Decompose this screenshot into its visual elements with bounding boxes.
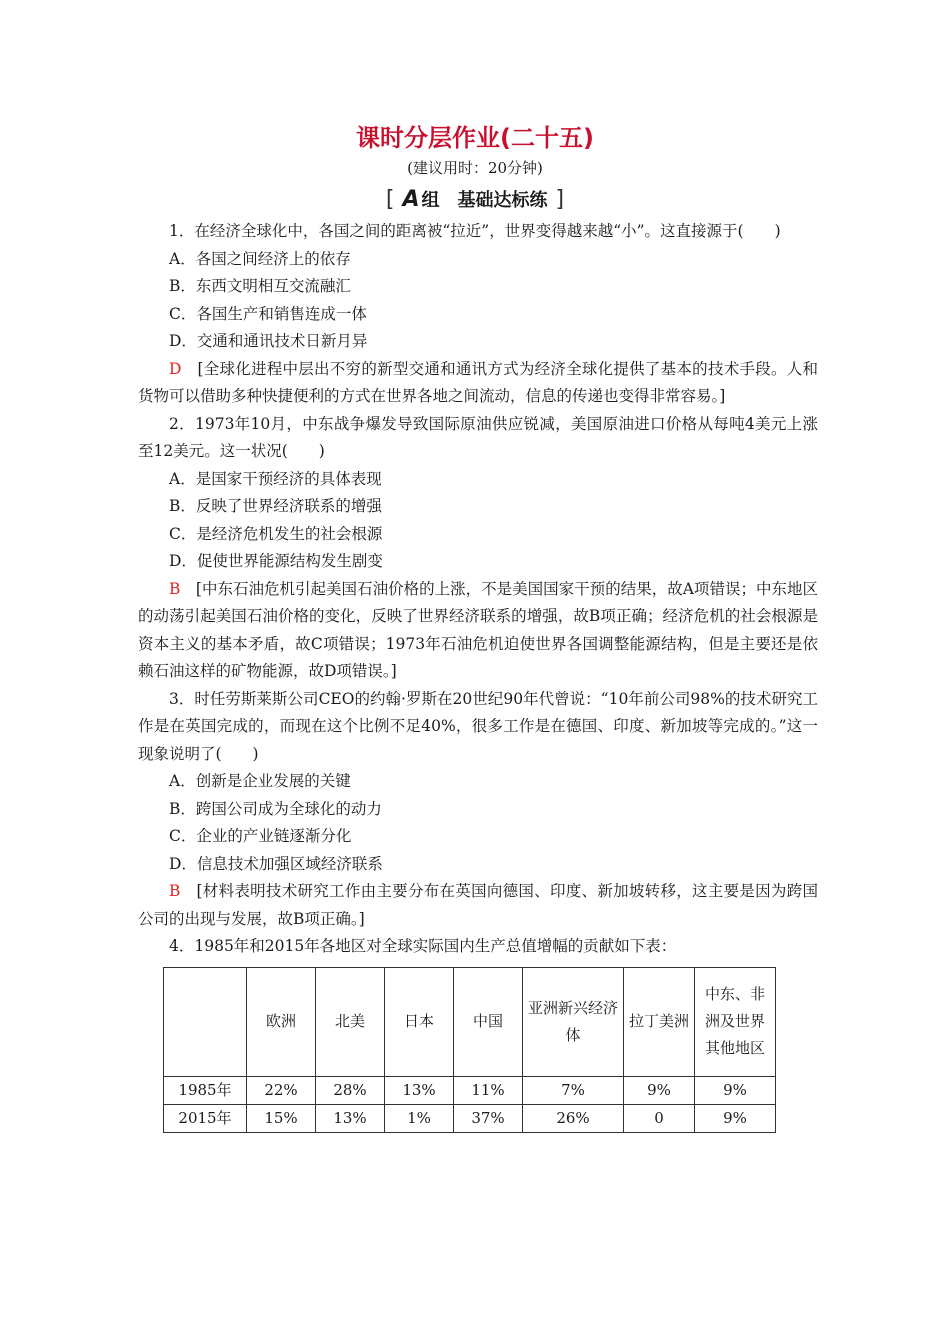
table-cell: 1985年 bbox=[164, 1076, 247, 1104]
question-1-option-a: A．各国之间经济上的依存 bbox=[169, 249, 351, 268]
question-2-option-a: A．是国家干预经济的具体表现 bbox=[169, 469, 382, 488]
group-label: 组 基础达标练 bbox=[421, 190, 548, 211]
question-3-option-b: B．跨国公司成为全球化的动力 bbox=[169, 799, 382, 818]
question-1-answer bbox=[138, 356, 818, 411]
question-3-stem: 3．时任劳斯莱斯公司CEO的约翰·罗斯在20世纪90年代曾说：“10年前公司98%的技术研究工作是在英国完成的，而现在这个比例不足40%，很多工作是在德国、印度、新加坡等完成的。”这一现象说明了( ) bbox=[138, 689, 818, 763]
table-row bbox=[164, 1104, 776, 1132]
question-1-answer-letter: D bbox=[169, 359, 182, 378]
table-cell: 22% bbox=[247, 1076, 316, 1104]
question-3-option-a: A．创新是企业发展的关键 bbox=[169, 772, 351, 790]
question-2-option-b: B．反映了世界经济联系的增强 bbox=[169, 497, 382, 515]
table-header-cell: 亚洲新兴经济体 bbox=[523, 967, 624, 1076]
table-header-cell bbox=[164, 967, 247, 1076]
question-1-option-b: B．东西文明相互交流融汇 bbox=[169, 277, 351, 295]
table-cell: 26% bbox=[523, 1104, 624, 1132]
table-cell: 2015年 bbox=[164, 1104, 247, 1132]
bracket-left: [ bbox=[385, 187, 395, 212]
table-header-cell: 中东、非洲及世界其他地区 bbox=[695, 967, 776, 1076]
table-header-cell: 北美 bbox=[316, 967, 385, 1076]
table-cell: 11% bbox=[454, 1076, 523, 1104]
table-cell: 9% bbox=[624, 1076, 695, 1104]
question-4-stem: 4．1985年和2015年各地区对全球实际国内生产总值增幅的贡献如下表： bbox=[169, 937, 677, 955]
question-1-option-c: C．各国生产和销售连成一体 bbox=[169, 304, 367, 323]
table-cell: 7% bbox=[523, 1076, 624, 1104]
table-header-cell: 拉丁美洲 bbox=[624, 967, 695, 1076]
table-cell: 1% bbox=[385, 1104, 454, 1132]
table-header-cell: 中国 bbox=[454, 967, 523, 1076]
bracket-right: ] bbox=[555, 187, 565, 212]
table-header-cell: 欧洲 bbox=[247, 967, 316, 1076]
question-2-option-d: D．促使世界能源结构发生剧变 bbox=[169, 552, 383, 570]
question-1-option-d: D．交通和通讯技术日新月异 bbox=[169, 332, 368, 350]
table-cell: 9% bbox=[695, 1076, 776, 1104]
question-1-analysis: [全球化进程中层出不穷的新型交通和通讯方式为经济全球化提供了基本的技术手段。人和货物可以借助多种快捷便利的方式在世界各地之间流动，信息的传递也变得非常容易。] bbox=[138, 359, 818, 405]
question-2-analysis: [中东石油危机引起美国石油价格的上涨，不是美国国家干预的结果，故A项错误；中东地区的动荡引起美国石油价格的变化，反映了世界经济联系的增强，故B项正确；经济危机的社会根源是资本主义的基本矛盾，故C项错误；1973年石油危机迫使世界各国调整能源结构，但是主要还是依赖石油这样的矿物能源，故D项错误。] bbox=[138, 579, 818, 680]
question-3-option-d: D．信息技术加强区域经济联系 bbox=[169, 854, 383, 873]
table-cell: 13% bbox=[385, 1076, 454, 1104]
question-2-answer-letter: B bbox=[169, 579, 181, 598]
question-3-answer-letter: B bbox=[169, 882, 181, 900]
question-2-stem: 2．1973年10月，中东战争爆发导致国际原油供应锐减，美国原油进口价格从每吨4美元上涨至12美元。这一状况( ) bbox=[138, 414, 818, 460]
question-3-answer bbox=[138, 878, 818, 933]
table-header-cell: 日本 bbox=[385, 967, 454, 1076]
questions-body bbox=[138, 218, 818, 1133]
page-title: 课时分层作业(二十五) bbox=[356, 124, 594, 152]
table-row bbox=[164, 1076, 776, 1104]
table-cell: 9% bbox=[695, 1104, 776, 1132]
table-cell: 13% bbox=[316, 1104, 385, 1132]
question-3-option-c: C．企业的产业链逐渐分化 bbox=[169, 827, 352, 845]
group-header bbox=[0, 186, 950, 212]
table-header-row bbox=[164, 967, 776, 1076]
group-letter: A bbox=[402, 187, 420, 212]
question-2-option-c: C．是经济危机发生的社会根源 bbox=[169, 524, 383, 543]
table-cell: 37% bbox=[454, 1104, 523, 1132]
time-suggestion: (建议用时：20分钟) bbox=[407, 159, 543, 177]
question-1-stem: 1．在经济全球化中，各国之间的距离被“拉近”，世界变得越来越“小”。这直接源于( ) bbox=[169, 222, 781, 240]
question-3-analysis: [材料表明技术研究工作由主要分布在英国向德国、印度、新加坡转移，这主要是因为跨国公司的出现与发展，故B项正确。] bbox=[138, 882, 818, 928]
gdp-contribution-table bbox=[163, 967, 776, 1133]
table-cell: 28% bbox=[316, 1076, 385, 1104]
table-cell: 0 bbox=[624, 1104, 695, 1132]
question-2-answer bbox=[138, 576, 818, 686]
table-cell: 15% bbox=[247, 1104, 316, 1132]
